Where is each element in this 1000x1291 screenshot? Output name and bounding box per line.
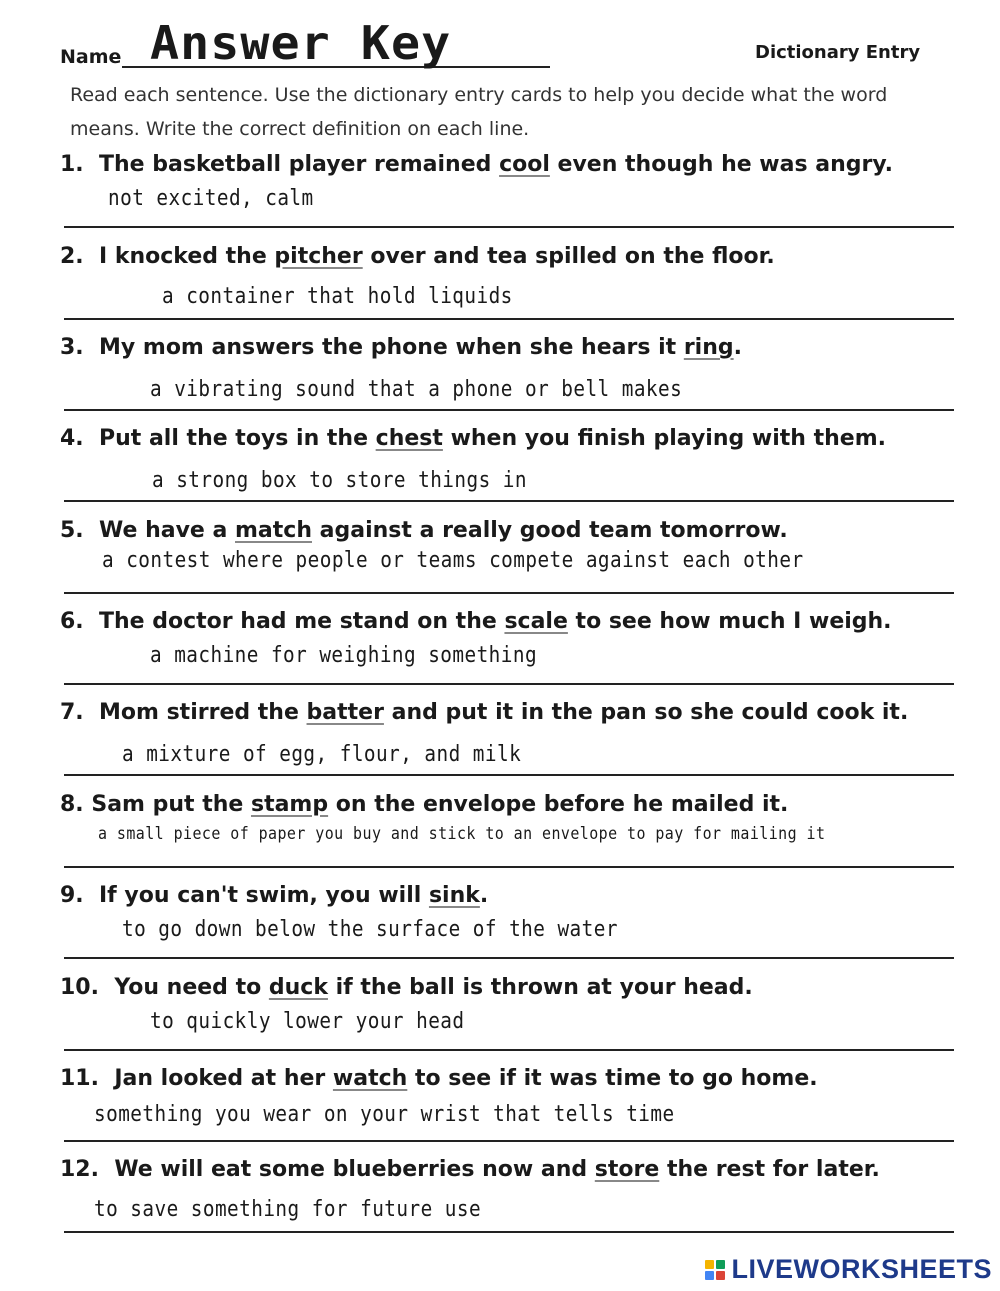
answer[interactable]: a contest where people or teams compete against each other (102, 548, 804, 573)
sentence-start: Mom stirred the (99, 700, 307, 725)
item-11 (0, 1066, 1000, 1158)
answer-line (64, 226, 954, 228)
item-3 (0, 335, 1000, 427)
sentence (60, 975, 753, 1000)
answer-line (64, 1231, 954, 1233)
name-value: Answer Key (150, 16, 452, 70)
key-word: match (235, 518, 312, 543)
answer-line (64, 592, 954, 594)
answer-line (64, 774, 954, 776)
key-word: pitcher (274, 244, 363, 269)
key-word: duck (268, 975, 328, 1000)
key-word: chest (375, 426, 443, 451)
name-label: Name (60, 46, 122, 68)
sentence-start: The doctor had me stand on the (99, 609, 505, 634)
item-5 (0, 518, 1000, 610)
item-number: 9. (60, 883, 84, 908)
sentence-end: when you finish playing with them. (442, 426, 886, 451)
key-word: ring (683, 335, 734, 360)
item-number: 7. (60, 700, 84, 725)
sentence (60, 518, 788, 543)
answer-line (64, 1140, 954, 1142)
sentence (60, 335, 742, 360)
answer[interactable]: a small piece of paper you buy and stick to an envelope to pay for mailing it (98, 824, 826, 844)
item-1 (0, 152, 1000, 244)
answer[interactable]: a mixture of egg, flour, and milk (122, 742, 522, 767)
logo-square-3 (705, 1271, 714, 1280)
sentence-end: on the envelope before he mailed it. (328, 792, 789, 817)
sentence (60, 883, 488, 908)
sentence-end: the rest for later. (659, 1157, 880, 1182)
item-6 (0, 609, 1000, 701)
answer[interactable]: a machine for weighing something (150, 643, 538, 668)
answer[interactable]: to save something for future use (94, 1197, 482, 1222)
item-12 (0, 1157, 1000, 1249)
item-number: 1. (60, 152, 84, 177)
key-word: watch (332, 1066, 408, 1091)
item-number: 2. (60, 244, 84, 269)
answer-line (64, 1049, 954, 1051)
sentence-start: We have a (99, 518, 235, 543)
item-7 (0, 700, 1000, 792)
sentence-start: My mom answers the phone when she hears it (99, 335, 684, 360)
item-9 (0, 883, 1000, 975)
answer[interactable]: to go down below the surface of the water (122, 917, 618, 942)
sentence-start: We will eat some blueberries now and (114, 1157, 595, 1182)
brand-name: LIVEWORKSHEETS (731, 1254, 992, 1284)
key-word: sink (428, 883, 480, 908)
item-number: 6. (60, 609, 84, 634)
answer-line (64, 866, 954, 868)
key-word: stamp (250, 792, 329, 817)
sentence-end: even though he was angry. (549, 152, 894, 177)
sentence (60, 1157, 880, 1182)
item-number: 10. (60, 975, 99, 1000)
sentence-start: I knocked the (99, 244, 275, 269)
answer[interactable]: a vibrating sound that a phone or bell makes (150, 377, 683, 402)
sentence-end: against a really good team tomorrow. (312, 518, 788, 543)
answer[interactable]: a container that hold liquids (162, 284, 513, 309)
answer-line (64, 500, 954, 502)
sentence (60, 1066, 818, 1091)
answer[interactable]: not excited, calm (108, 186, 314, 211)
sentence-start: Jan looked at her (114, 1066, 333, 1091)
logo-icon (705, 1260, 725, 1280)
sentence-start: If you can't swim, you will (99, 883, 429, 908)
item-number: 11. (60, 1066, 99, 1091)
sentence-start: The basketball player remained (99, 152, 500, 177)
sentence (60, 244, 775, 269)
sentence-start: Put all the toys in the (99, 426, 376, 451)
sentence-end: . (733, 335, 742, 360)
sentence-end: if the ball is thrown at your head. (327, 975, 753, 1000)
key-word: batter (306, 700, 384, 725)
sentence-end: over and tea spilled on the floor. (362, 244, 775, 269)
sentence (60, 152, 893, 177)
worksheet-title: Dictionary Entry (755, 42, 921, 63)
logo-square-4 (716, 1271, 725, 1280)
item-number: 12. (60, 1157, 99, 1182)
item-number: 4. (60, 426, 84, 451)
liveworksheets-logo[interactable] (705, 1254, 992, 1285)
sentence-start: You need to (114, 975, 269, 1000)
item-8 (0, 792, 1000, 884)
item-number: 8. (60, 792, 84, 817)
sentence-end: to see how much I weigh. (567, 609, 892, 634)
answer-line (64, 409, 954, 411)
item-2 (0, 244, 1000, 336)
key-word: scale (504, 609, 568, 634)
answer-line (64, 318, 954, 320)
sentence-start: Sam put the (91, 792, 251, 817)
answer[interactable]: a strong box to store things in (152, 468, 527, 493)
item-4 (0, 426, 1000, 518)
logo-square-2 (716, 1260, 725, 1269)
item-number: 3. (60, 335, 84, 360)
sentence-end: and put it in the pan so she could cook it. (383, 700, 909, 725)
sentence-end: to see if it was time to go home. (407, 1066, 818, 1091)
answer-line (64, 683, 954, 685)
sentence (60, 700, 908, 725)
sentence (60, 426, 886, 451)
key-word: cool (499, 152, 550, 177)
logo-square-1 (705, 1260, 714, 1269)
answer[interactable]: something you wear on your wrist that tells time (94, 1102, 675, 1127)
sentence-end: . (479, 883, 489, 908)
key-word: store (594, 1157, 660, 1182)
answer-line (64, 957, 954, 959)
item-number: 5. (60, 518, 84, 543)
answer[interactable]: to quickly lower your head (150, 1009, 465, 1034)
sentence (60, 609, 892, 634)
sentence (60, 792, 788, 817)
item-10 (0, 975, 1000, 1067)
instructions: Read each sentence. Use the dictionary entry cards to help you decide what the word means. Write the correct definition on each line. (70, 84, 888, 140)
